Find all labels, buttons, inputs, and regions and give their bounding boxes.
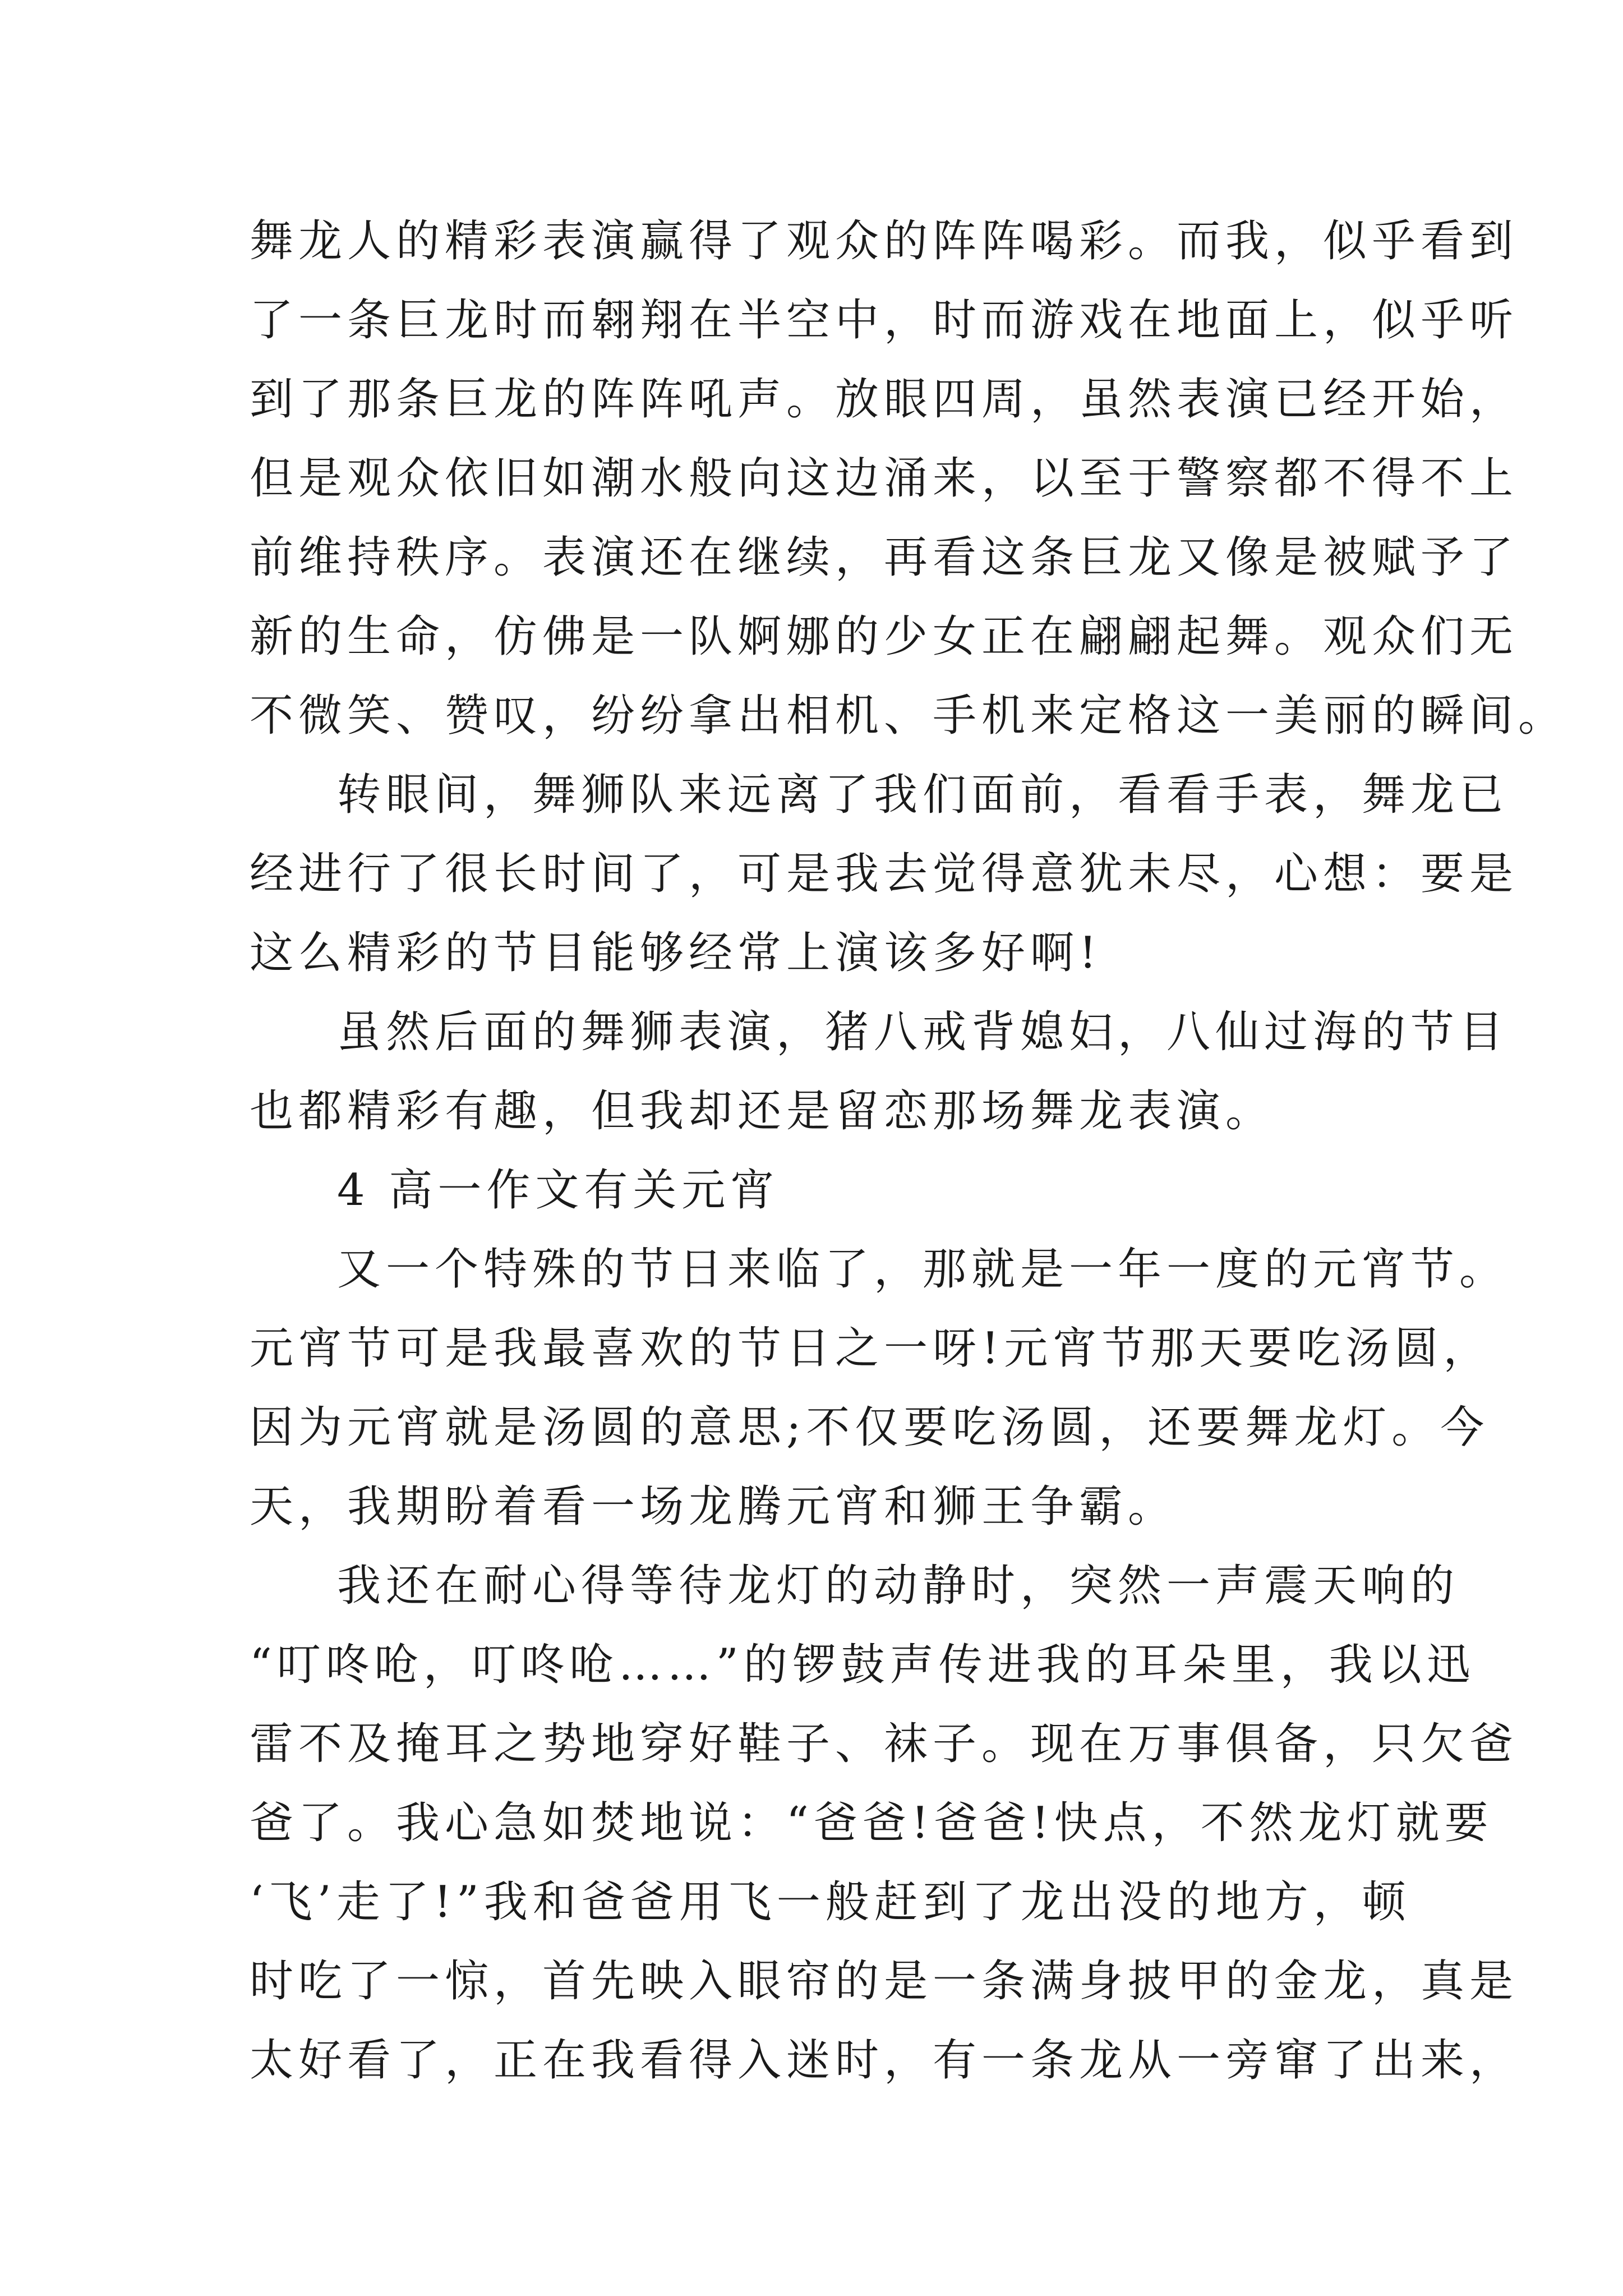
text-line: 天，我期盼着看一场龙腾元宵和狮王争霸。 <box>250 1481 1177 1532</box>
text-line: 太好看了，正在我看得入迷时，有一条龙从一旁窜了出来， <box>250 2035 1519 2086</box>
text-line: 这么精彩的节目能够经常上演该多好啊! <box>250 928 1102 978</box>
text-line: “叮咚呛，叮咚呛……”的锣鼓声传进我的耳朵里，我以迅 <box>250 1640 1476 1690</box>
text-line: 元宵节可是我最喜欢的节日之一呀!元宵节那天要吃汤圆， <box>250 1323 1492 1374</box>
text-line: 虽然后面的舞狮表演，猪八戒背媳妇，八仙过海的节目 <box>337 1007 1509 1057</box>
text-line: 又一个特殊的节日来临了，那就是一年一度的元宵节。 <box>337 1244 1509 1295</box>
text-line: 前维持秩序。表演还在继续，再看这条巨龙又像是被赋予了 <box>250 532 1519 583</box>
text-line: 不微笑、赞叹，纷纷拿出相机、手机来定格这一美丽的瞬间。 <box>250 691 1567 741</box>
text-line: 舞龙人的精彩表演赢得了观众的阵阵喝彩。而我，似乎看到 <box>250 216 1519 266</box>
document-body <box>250 202 1567 2100</box>
text-line: 到了那条巨龙的阵阵吼声。放眼四周，虽然表演已经开始， <box>250 374 1519 425</box>
text-line: 也都精彩有趣，但我却还是留恋那场舞龙表演。 <box>250 1086 1275 1137</box>
section-heading: 4 高一作文有关元宵 <box>337 1165 780 1216</box>
text-line: 经进行了很长时间了，可是我去觉得意犹未尽，心想：要是 <box>250 849 1519 899</box>
text-line: 因为元宵就是汤圆的意思;不仅要吃汤圆，还要舞龙灯。今 <box>250 1402 1490 1453</box>
text-line: 爸了。我心急如焚地说：“爸爸!爸爸!快点，不然龙灯就要 <box>250 1798 1493 1848</box>
text-line: ‘飞’走了!”我和爸爸用飞一般赶到了龙出没的地方，顿 <box>250 1877 1411 1927</box>
text-line: 雷不及掩耳之势地穿好鞋子、袜子。现在万事俱备，只欠爸 <box>250 1719 1519 1769</box>
text-line: 了一条巨龙时而翱翔在半空中，时而游戏在地面上，似乎听 <box>250 295 1519 346</box>
text-line: 转眼间，舞狮队来远离了我们面前，看看手表，舞龙已 <box>337 770 1509 820</box>
text-line: 我还在耐心得等待龙灯的动静时，突然一声震天响的 <box>337 1561 1460 1611</box>
text-line: 时吃了一惊，首先映入眼帘的是一条满身披甲的金龙，真是 <box>250 1956 1519 2007</box>
text-line: 但是观众依旧如潮水般向这边涌来，以至于警察都不得不上 <box>250 453 1519 504</box>
text-line: 新的生命，仿佛是一队婀娜的少女正在翩翩起舞。观众们无 <box>250 611 1519 662</box>
